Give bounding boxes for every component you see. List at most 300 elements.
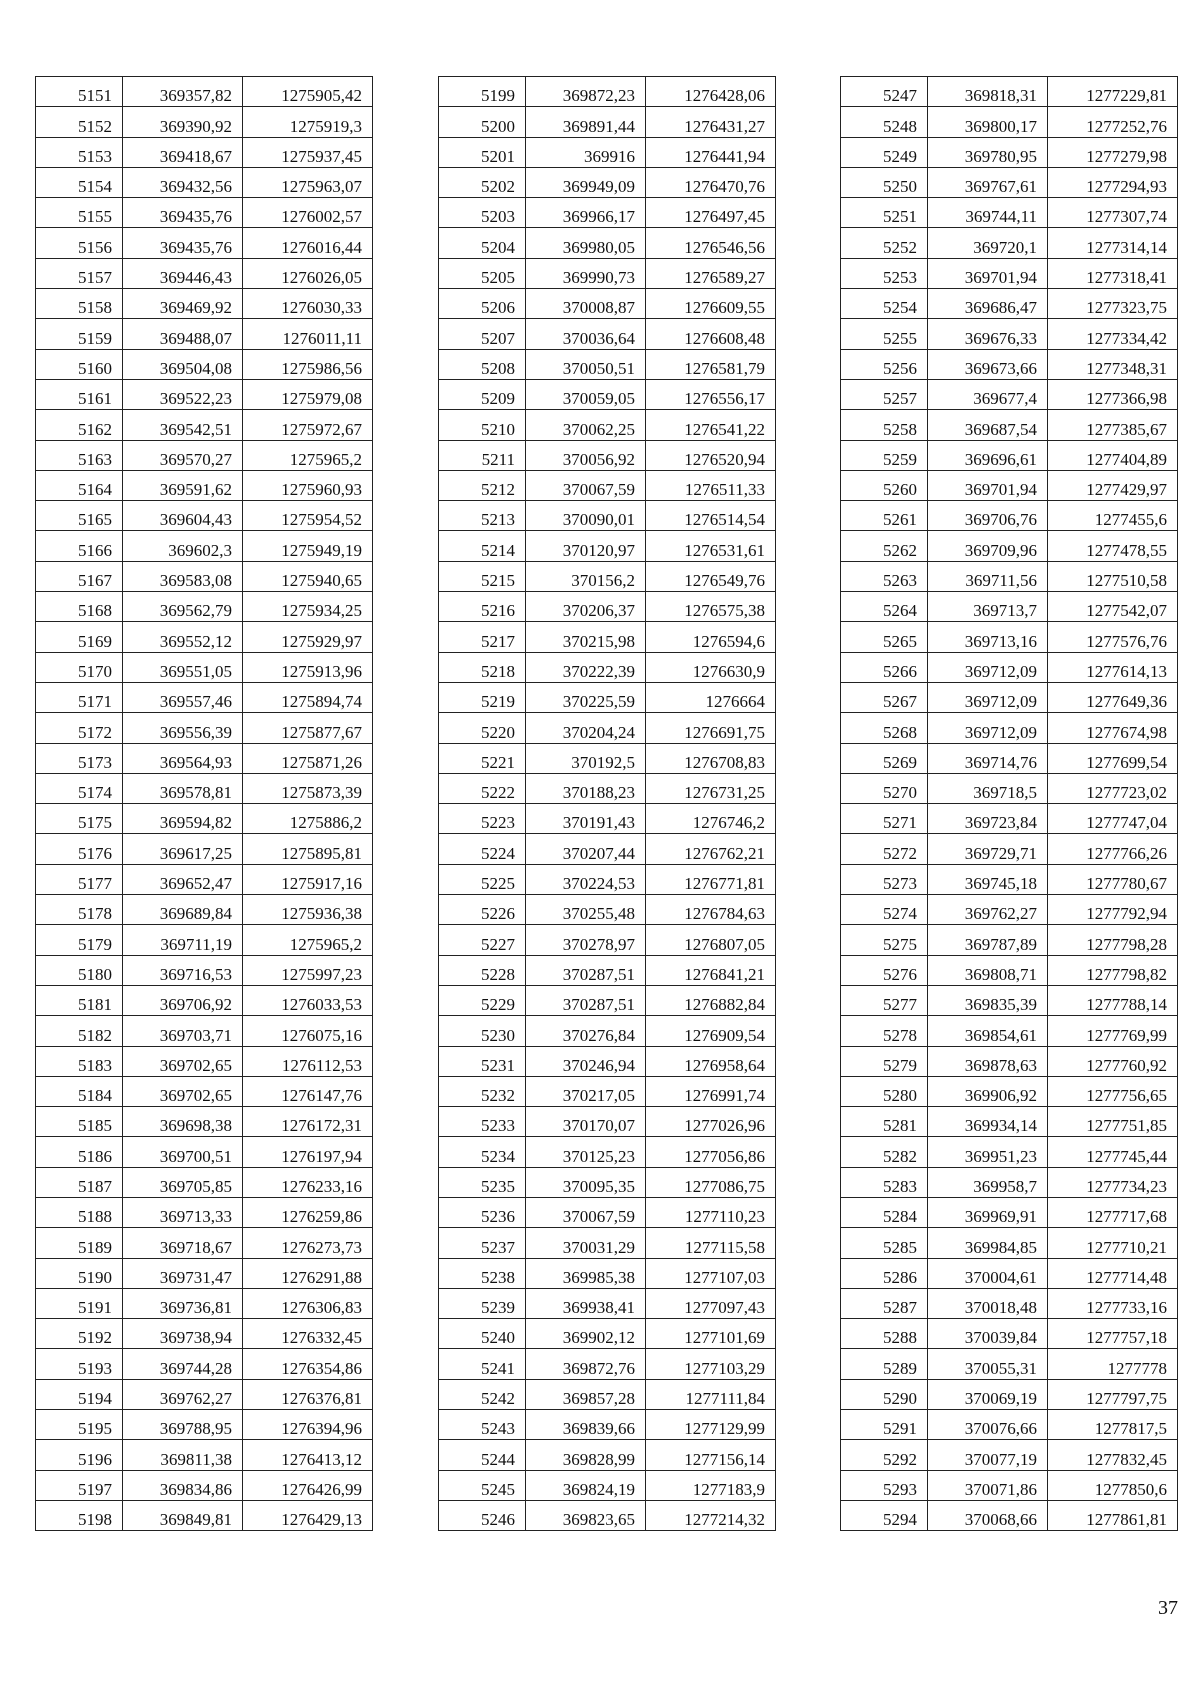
x-coordinate-cell: 369676,33 — [928, 319, 1048, 349]
y-coordinate-cell: 1277747,04 — [1048, 804, 1178, 834]
point-number-cell: 5186 — [36, 1137, 123, 1167]
point-number-cell: 5250 — [841, 167, 928, 197]
table-row — [841, 1440, 1178, 1470]
point-number-cell: 5218 — [439, 652, 526, 682]
x-coordinate-cell: 370287,51 — [526, 985, 646, 1015]
x-coordinate-cell: 370191,43 — [526, 804, 646, 834]
point-number-cell: 5181 — [36, 985, 123, 1015]
x-coordinate-cell: 369701,94 — [928, 258, 1048, 288]
y-coordinate-cell: 1276354,86 — [243, 1349, 373, 1379]
point-number-cell: 5289 — [841, 1349, 928, 1379]
y-coordinate-cell: 1277385,67 — [1048, 410, 1178, 440]
y-coordinate-cell: 1277478,55 — [1048, 531, 1178, 561]
table-row — [36, 228, 373, 258]
table-row — [439, 289, 776, 319]
table-row — [439, 1228, 776, 1258]
x-coordinate-cell: 369714,76 — [928, 743, 1048, 773]
point-number-cell: 5254 — [841, 289, 928, 319]
x-coordinate-cell: 369578,81 — [123, 773, 243, 803]
point-number-cell: 5183 — [36, 1046, 123, 1076]
x-coordinate-cell: 369556,39 — [123, 713, 243, 743]
y-coordinate-cell: 1276429,13 — [243, 1500, 373, 1530]
x-coordinate-cell: 369706,76 — [928, 501, 1048, 531]
table-row — [841, 1379, 1178, 1409]
y-coordinate-cell: 1276016,44 — [243, 228, 373, 258]
point-number-cell: 5271 — [841, 804, 928, 834]
table-row — [439, 1349, 776, 1379]
y-coordinate-cell: 1276394,96 — [243, 1410, 373, 1440]
x-coordinate-cell: 369878,63 — [928, 1046, 1048, 1076]
table-row — [439, 773, 776, 803]
point-number-cell: 5209 — [439, 379, 526, 409]
table-row — [36, 592, 373, 622]
y-coordinate-cell: 1277542,07 — [1048, 592, 1178, 622]
x-coordinate-cell: 370255,48 — [526, 895, 646, 925]
x-coordinate-cell: 369652,47 — [123, 864, 243, 894]
coordinates-table-3 — [840, 76, 1178, 1531]
table-row — [439, 561, 776, 591]
table-row — [36, 1137, 373, 1167]
point-number-cell: 5179 — [36, 925, 123, 955]
point-number-cell: 5242 — [439, 1379, 526, 1409]
table-row — [36, 743, 373, 773]
x-coordinate-cell: 369787,89 — [928, 925, 1048, 955]
y-coordinate-cell: 1276112,53 — [243, 1046, 373, 1076]
table-row — [439, 1258, 776, 1288]
table-row — [841, 198, 1178, 228]
point-number-cell: 5269 — [841, 743, 928, 773]
y-coordinate-cell: 1277751,85 — [1048, 1107, 1178, 1137]
point-number-cell: 5231 — [439, 1046, 526, 1076]
y-coordinate-cell: 1277832,45 — [1048, 1440, 1178, 1470]
point-number-cell: 5210 — [439, 410, 526, 440]
point-number-cell: 5217 — [439, 622, 526, 652]
x-coordinate-cell: 369446,43 — [123, 258, 243, 288]
table-row — [36, 925, 373, 955]
y-coordinate-cell: 1276259,86 — [243, 1197, 373, 1227]
x-coordinate-cell: 369990,73 — [526, 258, 646, 288]
table-row — [841, 470, 1178, 500]
table-row — [439, 319, 776, 349]
table-row — [439, 1440, 776, 1470]
x-coordinate-cell: 370056,92 — [526, 440, 646, 470]
x-coordinate-cell: 369390,92 — [123, 107, 243, 137]
x-coordinate-cell: 370217,05 — [526, 1076, 646, 1106]
x-coordinate-cell: 370206,37 — [526, 592, 646, 622]
table-row — [36, 319, 373, 349]
table-row — [439, 470, 776, 500]
x-coordinate-cell: 369811,38 — [123, 1440, 243, 1470]
y-coordinate-cell: 1276413,12 — [243, 1440, 373, 1470]
x-coordinate-cell: 369849,81 — [123, 1500, 243, 1530]
table-row — [841, 107, 1178, 137]
x-coordinate-cell: 370287,51 — [526, 955, 646, 985]
point-number-cell: 5278 — [841, 1016, 928, 1046]
point-number-cell: 5248 — [841, 107, 928, 137]
y-coordinate-cell: 1276376,81 — [243, 1379, 373, 1409]
y-coordinate-cell: 1275979,08 — [243, 379, 373, 409]
point-number-cell: 5268 — [841, 713, 928, 743]
table-row — [841, 1046, 1178, 1076]
point-number-cell: 5178 — [36, 895, 123, 925]
table-row — [36, 955, 373, 985]
table-row — [841, 834, 1178, 864]
y-coordinate-cell: 1275919,3 — [243, 107, 373, 137]
x-coordinate-cell: 370067,59 — [526, 1197, 646, 1227]
table-row — [439, 713, 776, 743]
table-row — [439, 167, 776, 197]
point-number-cell: 5152 — [36, 107, 123, 137]
y-coordinate-cell: 1277455,6 — [1048, 501, 1178, 531]
x-coordinate-cell: 370278,97 — [526, 925, 646, 955]
point-number-cell: 5225 — [439, 864, 526, 894]
table-row — [439, 107, 776, 137]
y-coordinate-cell: 1276514,54 — [646, 501, 776, 531]
x-coordinate-cell: 369562,79 — [123, 592, 243, 622]
point-number-cell: 5170 — [36, 652, 123, 682]
x-coordinate-cell: 369591,62 — [123, 470, 243, 500]
y-coordinate-cell: 1276807,05 — [646, 925, 776, 955]
y-coordinate-cell: 1277294,93 — [1048, 167, 1178, 197]
table-row — [439, 349, 776, 379]
y-coordinate-cell: 1277734,23 — [1048, 1167, 1178, 1197]
table-row — [439, 1470, 776, 1500]
x-coordinate-cell: 369872,23 — [526, 77, 646, 107]
table-row — [36, 1288, 373, 1318]
x-coordinate-cell: 370050,51 — [526, 349, 646, 379]
table-row — [36, 501, 373, 531]
table-row — [36, 713, 373, 743]
y-coordinate-cell: 1275929,97 — [243, 622, 373, 652]
x-coordinate-cell: 369980,05 — [526, 228, 646, 258]
point-number-cell: 5166 — [36, 531, 123, 561]
y-coordinate-cell: 1277318,41 — [1048, 258, 1178, 288]
point-number-cell: 5252 — [841, 228, 928, 258]
point-number-cell: 5221 — [439, 743, 526, 773]
y-coordinate-cell: 1276589,27 — [646, 258, 776, 288]
x-coordinate-cell: 369435,76 — [123, 198, 243, 228]
point-number-cell: 5173 — [36, 743, 123, 773]
point-number-cell: 5284 — [841, 1197, 928, 1227]
y-coordinate-cell: 1276011,11 — [243, 319, 373, 349]
x-coordinate-cell: 370156,2 — [526, 561, 646, 591]
x-coordinate-cell: 369689,84 — [123, 895, 243, 925]
table-row — [439, 501, 776, 531]
x-coordinate-cell: 369713,16 — [928, 622, 1048, 652]
y-coordinate-cell: 1276882,84 — [646, 985, 776, 1015]
x-coordinate-cell: 369712,09 — [928, 682, 1048, 712]
y-coordinate-cell: 1275886,2 — [243, 804, 373, 834]
point-number-cell: 5228 — [439, 955, 526, 985]
table-row — [841, 985, 1178, 1015]
table-row — [36, 1379, 373, 1409]
y-coordinate-cell: 1277026,96 — [646, 1107, 776, 1137]
y-coordinate-cell: 1277115,58 — [646, 1228, 776, 1258]
table-row — [841, 1197, 1178, 1227]
x-coordinate-cell: 369969,91 — [928, 1197, 1048, 1227]
table-row — [36, 1107, 373, 1137]
x-coordinate-cell: 369906,92 — [928, 1076, 1048, 1106]
table-row — [36, 1228, 373, 1258]
x-coordinate-cell: 369716,53 — [123, 955, 243, 985]
y-coordinate-cell: 1276441,94 — [646, 137, 776, 167]
table-row — [841, 1016, 1178, 1046]
x-coordinate-cell: 369711,19 — [123, 925, 243, 955]
x-coordinate-cell: 369564,93 — [123, 743, 243, 773]
y-coordinate-cell: 1276762,21 — [646, 834, 776, 864]
y-coordinate-cell: 1275965,2 — [243, 925, 373, 955]
point-number-cell: 5236 — [439, 1197, 526, 1227]
x-coordinate-cell: 369723,84 — [928, 804, 1048, 834]
point-number-cell: 5263 — [841, 561, 928, 591]
x-coordinate-cell: 369839,66 — [526, 1410, 646, 1440]
y-coordinate-cell: 1276746,2 — [646, 804, 776, 834]
x-coordinate-cell: 369984,85 — [928, 1228, 1048, 1258]
table-row — [36, 682, 373, 712]
table-row — [841, 864, 1178, 894]
table-row — [439, 379, 776, 409]
x-coordinate-cell: 369818,31 — [928, 77, 1048, 107]
point-number-cell: 5171 — [36, 682, 123, 712]
point-number-cell: 5262 — [841, 531, 928, 561]
point-number-cell: 5261 — [841, 501, 928, 531]
point-number-cell: 5251 — [841, 198, 928, 228]
x-coordinate-cell: 369902,12 — [526, 1319, 646, 1349]
y-coordinate-cell: 1276026,05 — [243, 258, 373, 288]
x-coordinate-cell: 370068,66 — [928, 1500, 1048, 1530]
table-row — [36, 258, 373, 288]
table-row — [439, 955, 776, 985]
point-number-cell: 5174 — [36, 773, 123, 803]
table-row — [841, 531, 1178, 561]
table-row — [439, 834, 776, 864]
x-coordinate-cell: 370207,44 — [526, 834, 646, 864]
y-coordinate-cell: 1277103,29 — [646, 1349, 776, 1379]
table-row — [841, 379, 1178, 409]
point-number-cell: 5195 — [36, 1410, 123, 1440]
x-coordinate-cell: 370071,86 — [928, 1470, 1048, 1500]
point-number-cell: 5176 — [36, 834, 123, 864]
y-coordinate-cell: 1277756,65 — [1048, 1076, 1178, 1106]
x-coordinate-cell: 369823,65 — [526, 1500, 646, 1530]
table-row — [36, 107, 373, 137]
x-coordinate-cell: 370225,59 — [526, 682, 646, 712]
point-number-cell: 5193 — [36, 1349, 123, 1379]
y-coordinate-cell: 1275960,93 — [243, 470, 373, 500]
y-coordinate-cell: 1276909,54 — [646, 1016, 776, 1046]
x-coordinate-cell: 369686,47 — [928, 289, 1048, 319]
point-number-cell: 5290 — [841, 1379, 928, 1409]
y-coordinate-cell: 1277111,84 — [646, 1379, 776, 1409]
table-row — [439, 440, 776, 470]
y-coordinate-cell: 1277699,54 — [1048, 743, 1178, 773]
y-coordinate-cell: 1276575,38 — [646, 592, 776, 622]
table-row — [36, 167, 373, 197]
point-number-cell: 5187 — [36, 1167, 123, 1197]
y-coordinate-cell: 1275986,56 — [243, 349, 373, 379]
table-row — [439, 258, 776, 288]
y-coordinate-cell: 1275972,67 — [243, 410, 373, 440]
y-coordinate-cell: 1277788,14 — [1048, 985, 1178, 1015]
y-coordinate-cell: 1277279,98 — [1048, 137, 1178, 167]
x-coordinate-cell: 369762,27 — [123, 1379, 243, 1409]
table-row — [841, 925, 1178, 955]
point-number-cell: 5264 — [841, 592, 928, 622]
table-row — [36, 531, 373, 561]
point-number-cell: 5191 — [36, 1288, 123, 1318]
point-number-cell: 5276 — [841, 955, 928, 985]
y-coordinate-cell: 1277780,67 — [1048, 864, 1178, 894]
x-coordinate-cell: 369985,38 — [526, 1258, 646, 1288]
x-coordinate-cell: 370008,87 — [526, 289, 646, 319]
point-number-cell: 5227 — [439, 925, 526, 955]
table-row — [439, 228, 776, 258]
x-coordinate-cell: 369696,61 — [928, 440, 1048, 470]
x-coordinate-cell: 369604,43 — [123, 501, 243, 531]
y-coordinate-cell: 1276708,83 — [646, 743, 776, 773]
table-row — [439, 925, 776, 955]
point-number-cell: 5167 — [36, 561, 123, 591]
point-number-cell: 5169 — [36, 622, 123, 652]
table-row — [439, 895, 776, 925]
table-row — [36, 985, 373, 1015]
point-number-cell: 5267 — [841, 682, 928, 712]
y-coordinate-cell: 1276520,94 — [646, 440, 776, 470]
x-coordinate-cell: 369702,65 — [123, 1046, 243, 1076]
point-number-cell: 5155 — [36, 198, 123, 228]
x-coordinate-cell: 369522,23 — [123, 379, 243, 409]
point-number-cell: 5151 — [36, 77, 123, 107]
y-coordinate-cell: 1277778 — [1048, 1349, 1178, 1379]
x-coordinate-cell: 370069,19 — [928, 1379, 1048, 1409]
y-coordinate-cell: 1276531,61 — [646, 531, 776, 561]
x-coordinate-cell: 370095,35 — [526, 1167, 646, 1197]
point-number-cell: 5172 — [36, 713, 123, 743]
y-coordinate-cell: 1277798,82 — [1048, 955, 1178, 985]
point-number-cell: 5164 — [36, 470, 123, 500]
x-coordinate-cell: 369729,71 — [928, 834, 1048, 864]
point-number-cell: 5232 — [439, 1076, 526, 1106]
point-number-cell: 5243 — [439, 1410, 526, 1440]
point-number-cell: 5283 — [841, 1167, 928, 1197]
point-number-cell: 5192 — [36, 1319, 123, 1349]
y-coordinate-cell: 1275965,2 — [243, 440, 373, 470]
y-coordinate-cell: 1276002,57 — [243, 198, 373, 228]
x-coordinate-cell: 369949,09 — [526, 167, 646, 197]
table-row — [439, 1319, 776, 1349]
table-row — [841, 1410, 1178, 1440]
table-row — [841, 955, 1178, 985]
table-row — [36, 652, 373, 682]
point-number-cell: 5154 — [36, 167, 123, 197]
table-row — [36, 77, 373, 107]
x-coordinate-cell: 369744,11 — [928, 198, 1048, 228]
point-number-cell: 5288 — [841, 1319, 928, 1349]
table-row — [36, 410, 373, 440]
x-coordinate-cell: 369357,82 — [123, 77, 243, 107]
table-row — [841, 622, 1178, 652]
y-coordinate-cell: 1276470,76 — [646, 167, 776, 197]
x-coordinate-cell: 369718,5 — [928, 773, 1048, 803]
x-coordinate-cell: 369780,95 — [928, 137, 1048, 167]
y-coordinate-cell: 1275937,45 — [243, 137, 373, 167]
y-coordinate-cell: 1276784,63 — [646, 895, 776, 925]
y-coordinate-cell: 1277056,86 — [646, 1137, 776, 1167]
point-number-cell: 5238 — [439, 1258, 526, 1288]
table-row — [841, 501, 1178, 531]
table-row — [36, 1470, 373, 1500]
x-coordinate-cell: 369738,94 — [123, 1319, 243, 1349]
x-coordinate-cell: 369712,09 — [928, 713, 1048, 743]
point-number-cell: 5214 — [439, 531, 526, 561]
x-coordinate-cell: 370188,23 — [526, 773, 646, 803]
coordinates-table-1 — [35, 76, 373, 1531]
x-coordinate-cell: 369711,56 — [928, 561, 1048, 591]
x-coordinate-cell: 369762,27 — [928, 895, 1048, 925]
y-coordinate-cell: 1276581,79 — [646, 349, 776, 379]
x-coordinate-cell: 369744,28 — [123, 1349, 243, 1379]
table-row — [36, 1349, 373, 1379]
point-number-cell: 5200 — [439, 107, 526, 137]
point-number-cell: 5294 — [841, 1500, 928, 1530]
y-coordinate-cell: 1277576,76 — [1048, 622, 1178, 652]
point-number-cell: 5215 — [439, 561, 526, 591]
x-coordinate-cell: 369602,3 — [123, 531, 243, 561]
table-row — [36, 1500, 373, 1530]
point-number-cell: 5208 — [439, 349, 526, 379]
table-row — [841, 592, 1178, 622]
y-coordinate-cell: 1276594,6 — [646, 622, 776, 652]
y-coordinate-cell: 1277110,23 — [646, 1197, 776, 1227]
x-coordinate-cell: 370036,64 — [526, 319, 646, 349]
y-coordinate-cell: 1275877,67 — [243, 713, 373, 743]
table-row — [841, 561, 1178, 591]
table-row — [439, 1167, 776, 1197]
x-coordinate-cell: 369542,51 — [123, 410, 243, 440]
point-number-cell: 5266 — [841, 652, 928, 682]
point-number-cell: 5220 — [439, 713, 526, 743]
x-coordinate-cell: 369701,94 — [928, 470, 1048, 500]
table-row — [841, 1470, 1178, 1500]
point-number-cell: 5274 — [841, 895, 928, 925]
point-number-cell: 5156 — [36, 228, 123, 258]
x-coordinate-cell: 369731,47 — [123, 1258, 243, 1288]
table-row — [36, 198, 373, 228]
table-row — [439, 804, 776, 834]
y-coordinate-cell: 1277797,75 — [1048, 1379, 1178, 1409]
point-number-cell: 5180 — [36, 955, 123, 985]
point-number-cell: 5198 — [36, 1500, 123, 1530]
point-number-cell: 5201 — [439, 137, 526, 167]
point-number-cell: 5282 — [841, 1137, 928, 1167]
point-number-cell: 5153 — [36, 137, 123, 167]
table-row — [36, 1046, 373, 1076]
x-coordinate-cell: 369583,08 — [123, 561, 243, 591]
y-coordinate-cell: 1277769,99 — [1048, 1016, 1178, 1046]
table-row — [36, 1197, 373, 1227]
table-row — [439, 1379, 776, 1409]
y-coordinate-cell: 1276426,99 — [243, 1470, 373, 1500]
x-coordinate-cell: 370215,98 — [526, 622, 646, 652]
y-coordinate-cell: 1276306,83 — [243, 1288, 373, 1318]
point-number-cell: 5160 — [36, 349, 123, 379]
y-coordinate-cell: 1275997,23 — [243, 955, 373, 985]
y-coordinate-cell: 1277745,44 — [1048, 1137, 1178, 1167]
table-row — [841, 440, 1178, 470]
table-row — [36, 1319, 373, 1349]
point-number-cell: 5270 — [841, 773, 928, 803]
point-number-cell: 5235 — [439, 1167, 526, 1197]
